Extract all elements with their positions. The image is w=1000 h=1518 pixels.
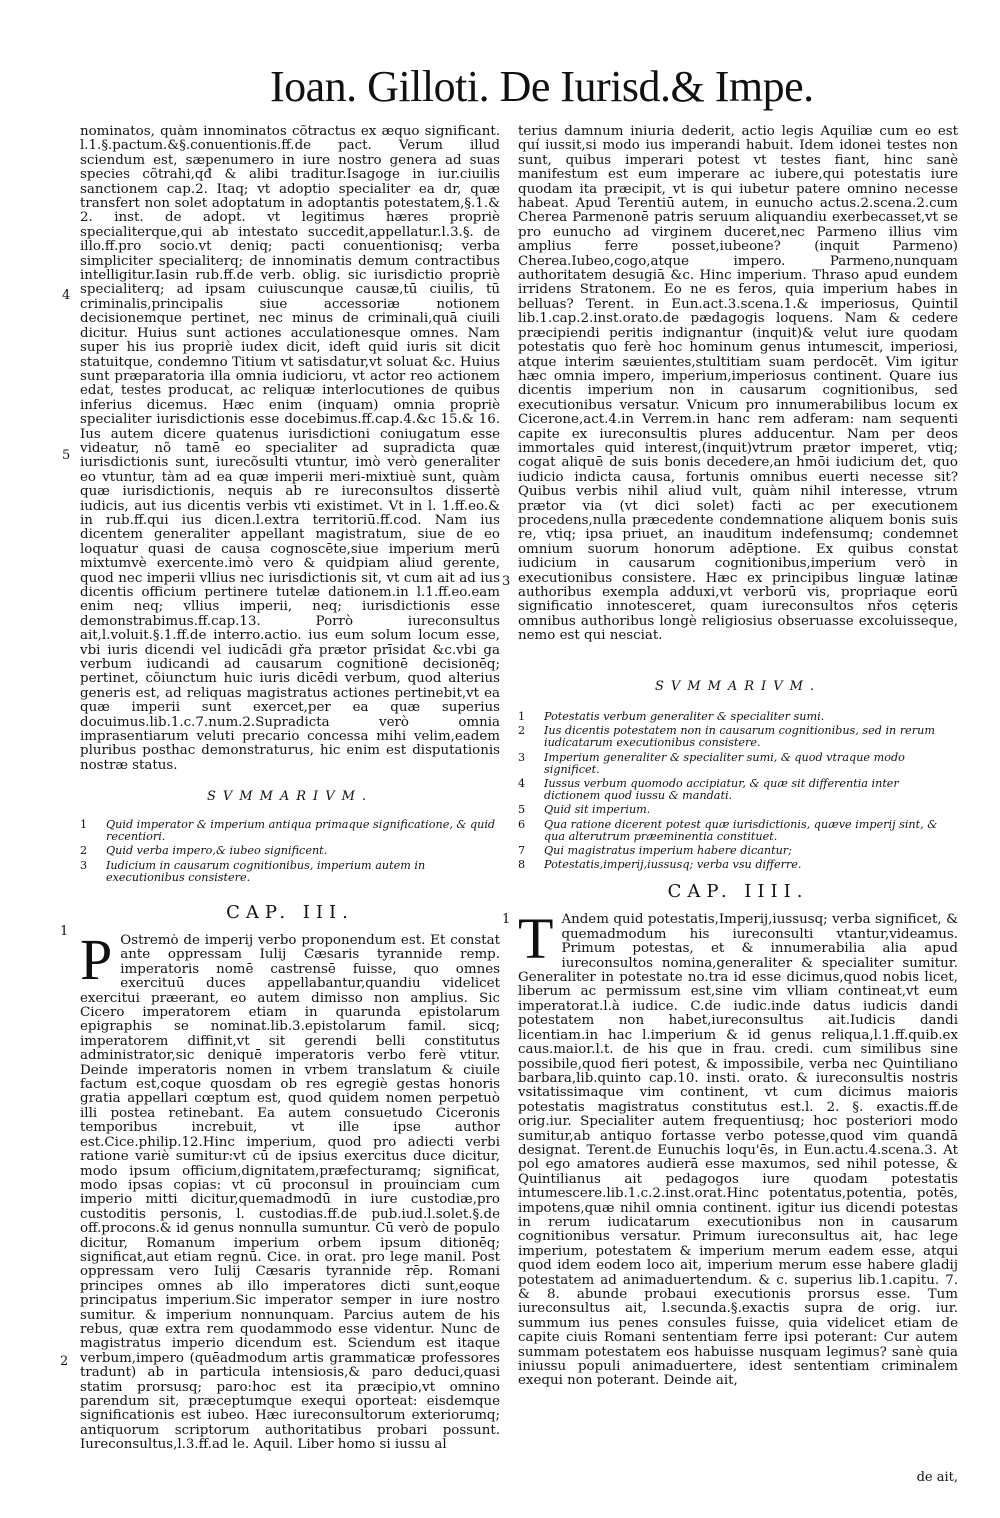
- summarium-title: SVMMARIVM.: [654, 679, 822, 694]
- drop-cap: P: [80, 934, 113, 993]
- margin-number: 1: [502, 912, 511, 927]
- summarium-title: SVMMARIVM.: [206, 789, 374, 804]
- right-body-text: [518, 125, 958, 667]
- right-summarium: [502, 677, 958, 1485]
- summarium-text: Quid verba impero,& iubeo significent.: [106, 844, 328, 858]
- summarium-number: 3: [80, 858, 88, 872]
- chapter-text-block: [80, 934, 500, 1454]
- margin-number: 3: [502, 574, 511, 589]
- summarium-item: [518, 859, 958, 871]
- summarium-item: [518, 752, 958, 776]
- summarium-text: Imperium generaliter & specialiter sumi, & quod vtraque modo significet.: [544, 750, 905, 776]
- summarium-item: [518, 804, 958, 816]
- summarium-item: [518, 711, 958, 723]
- summarium-item: [518, 778, 958, 802]
- margin-number: 2: [60, 1354, 69, 1369]
- summarium-text: Ius dicentis potestatem non in causarum cognitionibus, sed in rerum iudicatarum executionibus consistere.: [544, 724, 935, 750]
- right-paragraph: terius damnum iniuria dederit, actio legis Aquiliæ cum eo est quí iussit,si modo ius imperandi habuit. Idem idonei testes non sunt, quibus imperari potest vt testes fiant, hinc sanè manifestum est eum imperare ac iubere,qui potestatis iure quodam ita præcipit, vt is qui iubetur patere omnino necesse habeat. Apud Terentiū autem, in eunucho actus.2.scena.2.cum Cherea Parmenonē patris seruum aliquandiu exerbecasset,vt se pro eunucho ad virginem duceret,nec Parmeno illius vim amplius ferre posset,iubeone? (inquit Parmeno) Cherea.Iubeo,cogo,atque impero. Parmeno,nunquam authoritatem desugiā &c. Hinc imperium. Thraso apud eundem irridens Stratonem. Eo ne es feros, quia imperium habes in belluas? Terent. in Eun.act.3.scena.1.& imperiosus, Quintil lib.1.cap.2.inst.orato.de pædagogis loquens. Nam & cedere præcipiendi peritis indignantur (inquit)& velut iure quodam potestatis quo ferè hoc hominum genus intumescit, imperiosi, atque interim sæuientes,stultitiam suam perdocēt. Vim igitur hæc omnia impero, imperium,imperiosus continent. Quare ius dicentis imperium non in causarum cognitionibus, sed executionibus versatur. Vnicum pro innumerabilibus locum ex Cicerone,act.4.in Verrem.in hanc rem adferam: nam sequenti capite ex iureconsultis plures adducentur. Nam per deos immortales quid interest,(inquit)vtrum prætor imperet, vtiq; cogat aliquē de suis bonis decedere,an hmōi iudicium det, quo iudicio indicta causa, fortunis omnibus euerti necesse sit? Quibus verbis nihil aliud vult, quàm nihil interesse, vtrum prætor via (vt dici solet) facti ac per executionem procedens,nulla præcedente condemnatione aliquem bonis suis re, vtiq; ipsa priuet, an inauditum indefensumq; condemnet omnium suorum honorum adēptione. Ex quibus constat iudicium in causarum cognitionibus,imperium verò in executionibus consistere. Hæc ex principibus linguæ latinæ authoribus exempla adduxi,vt verborū vis, propriaque eorū significatio innotesceret, quam iureconsultos nřos cęteris omnibus authoribus longè religiosius obseruasse excoluisseque, nemo est qui nesciat.: [518, 125, 958, 644]
- summarium-number: 1: [518, 710, 526, 723]
- summarium-text: Quid imperator & imperium antiqua primaque significatione, & quid recentiori.: [106, 818, 496, 844]
- right-column: [502, 125, 958, 1485]
- summarium-item: [80, 819, 500, 843]
- summarium-number: 3: [518, 750, 526, 764]
- summarium-text: Qua ratione dicerent potest quæ iurisdictionis, quæve imperij sint, & qua alterutrum præeminentia constituet.: [544, 817, 938, 843]
- summarium-item: [518, 845, 958, 857]
- summarium-number: 4: [518, 777, 526, 791]
- summarium-item: [518, 725, 958, 749]
- left-paragraph: nominatos, quàm innominatos cõtractus ex æquo significant. l.1.§.pactum.&§.conuentionis.ff.de pact. Verum illud sciendum est, sæpenumero in iure nostro genera ad suas species cõtrahi,qđ & alibi traditur.Isagoge in iur.ciuilis sanctionem cap.2. Itaq; vt adoptio specialiter ea dr, quæ transfert non solet adoptatum in adoptantis potestatem,§.1.& 2. inst. de adopt. vt legitimus hæres propriè specialiterque,qui ab intestato succedit,appellatur.l.3.§. de illo.ff.pro socio.vt deniq; pacti conuentionisq; verba simpliciter specialiterq; de innominatis demum contractibus intelligitur.Iasin rub.ff.de verb. oblig. sic iurisdictio propriè specialiterq; ad ipsam cuiuscunque causæ,tū ciuilis, tū criminalis,principalis siue accessoriæ notionem decisionemque pertinet, nec minus de criminali,quā ciuili dicitur. Huius sunt actiones acculationesque omnes. Nam super his ius propriè iudex dicit, ideft quid iuris sit dicit statuitque, condemno Titium vt satisdatur,vt soluat &c. Huius sunt præparatoria illa omnia iudicioru, vt actor reo actionem edat, testes producat, ac reliquæ interlocutiones de quibus inferius dicemus. Hæc enim (inquam) omnia propriè specialiter iurisdictionis esse docebimus.ff.cap.4.&c 15.& 16. Ius autem dicere quatenus iurisdictioni coniugatum esse videatur, nõ tamē eo specialiter ad supradicta quæ iurisdictionis sunt, iurecõsulti vtuntur, imò verò generaliter eo vtuntur, tàm ad ea quæ imperii meri-mixtiuè sunt, quàm quæ iurisdictionis, nequis ab re iureconsultos dissertè iudicis, aut ius dicentis verbis vti existimet. Vt in l. 1.ff.eo.& in rub.ff.qui ius dicen.l.extra territoriū.ff.cod. Nam ius dicentem generaliter appellant magistratum, siue de eo loquatur quasi de causa cognoscēte,siue imperium merū mixtumvè exercente.imò vero & quidpiam aliud gerente, quod nec imperii vllius nec iurisdictionis sit, vt cum ait ad ius dicentis officium pertinere tutelæ dationem.in l.1.ff.eo.eam enim neq; vllius imperii, neq; iurisdictionis esse demonstrabimus.ff.cap.13. Porrò iureconsultus ait,l.voluit.§.1.ff.de interro.actio. ius eum solum locum esse, vbi iuris dicendi vel iudicādi gřa prætor prīsidat &c.vbi ga verbum iudicandi ad causarum cognitionē decisionēq; pertinet, cõiunctum huic iuris dicēdi verbum, quod alterius generis est, ad reliquas magistratus actiones pertinebit,vt ea quæ imperii sunt exercet,per ea quæ superius docuimus.lib.1.c.7.num.2.Supradicta verò omnia imprasentiarum veluti precario concessa mihi velim,eadem pluribus posthac demonstraturus, hic enim est disputationis nostræ status.: [80, 125, 500, 773]
- summarium-number: 7: [518, 844, 526, 858]
- summarium-text: Potestatis,imperij,iussusq; verba vsu differre.: [544, 858, 802, 872]
- summarium-number: 8: [518, 858, 526, 872]
- chapter-text-block: [518, 913, 958, 1433]
- margin-number: 5: [62, 448, 71, 463]
- left-body-text: [80, 125, 500, 775]
- chapter-text: Andem quid potestatis,Imperij,iussusq; verba significet, & quemadmodum his iureconsulti vtantur,videamus. Primum potestas, et & innumerabilia alia apud iureconsultos nomina,generaliter & specialiter sumitur. Generaliter in potestate no.tra id esse dicimus,quod nobis licet, liberum ac permissum est,sine vim vlliam contineat,vt eum imperatorat.l.à iudice. C.de iudic.inde datus iudicis dandi potestatem non habet,iureconsultus ait.Iudicis dandi licentiam.in hac l.imperium & id genus reliqua,l.1.ff.quib.ex caus.maior.l.t. de his que in frau. credi. cum similibus sine possibile,quod fieri potest, & impossibile, verba nec Quintiliano barbara,lib.quinto cap.10. insti. orato. & iureconsultis nostris vsitatissimaque vim continent, vt cum dicimus maioris potestatis magistratus constitutus est.l. 2. §. exactis.ff.de orig.iur. Specialiter autem frequentiusq; hoc posteriori modo sumitur,ab antiquo fortasse verbo potesse,quod vim quandā designat. Terent.de Eunuchis loqu'ēs, in Eun.actu.4.scena.3. At pol ego amatores audierā esse maxumos, sed nihil potesse, & Quintilianus ait pedagogos iure quodam potestatis intumescere.lib.1.c.2.inst.orat.Hinc potentatus,potentia, potēs, impotens,quæ nihil omnia continent. igitur ius dicendi potestas in rerum iudicatarum executionibus non in causarum cognitionibus versatur. Primum iureconsultus ait, hac lege imperium, potestatem & imperium merum eadem esse, atqui quod idem eodem loco ait, imperium merum esse habere gladij potestatem ad animaduertendum. & c. superius lib.1.capitu. 7. & 8. abunde probaui executionis prorsus esse. Tum iureconsultus ait, l.secunda.§.exactis supra de orig. iur. summum ius penes consules fuisse, quia videlicet etiam de capite ciuis Romani sententiam ferre ipsi poterant: Cur autem summam potestatem eos habuisse nusquam legimus? sanè quia iniussu populi animaduertere, idest sententiam criminalem exequi non poterant. Deinde ait,: [518, 913, 958, 1389]
- catchword: de ait,: [916, 1470, 958, 1485]
- summarium-text: Quid sit imperium.: [544, 803, 651, 817]
- chapter-heading: CAP. IIII.: [667, 881, 809, 903]
- summarium-text: Iudicium in causarum cognitionibus, imperium autem in executionibus consistere.: [106, 858, 426, 884]
- summarium-number: 5: [518, 803, 526, 817]
- chapter-text: Ostremò de imperij verbo proponendum est. Et constat ante oppressam Iulij Cæsaris tyrannide remp. imperatoris nomē castrensē fuisse, quo omnes exercituū duces appellabantur,quandiu videlicet exercitui præerant, eo autem dimisso non amplius. Sic Cicero imperatorem etiam in quarunda epistolarum epigraphis se nominat.lib.3.epistolarum famil. sicq; imperatorem diffinit,vt sit gerendi belli constitutus administrator,sic deniquē imperatoris verbo ferè vtitur. Deinde imperatoris nomen in vrbem translatum & ciuile factum est,coque quosdam ob res egregiè gestas honoris gratia appellari cœptum est, quod quidem nomen perpetuò illi postea retinebant. Ea autem consuetudo Ciceronis temporibus increbuit, vt ille ipse author est.Cice.philip.12.Hinc imperium, quod pro adiecti verbi ratione variè sumitur:vt cū de ipsius exercitus duce dicitur, modo ipsum officium,dignitatem,præfecturamq; significat, modo ipsas copias: vt cū proconsul in prouinciam cum imperio mitti dicitur,quemadmodū in iure custodiæ,pro custoditis personis, l. custodias.ff.de pub.iud.l.solet.§.de off.procons.& id genus nonnulla sumuntur. Cū verò de populo dicitur, Romanum imperium orbem ipsum ditionēq; significat,aut etiam regnū. Cice. in orat. pro lege manil. Post oppressam vero Iulij Cæsaris tyrannide rēp. Romani principes omnes ab illo imperatores dicti sunt,eoque principatus imperium.Sic imperator semper in iure nostro sumitur. & imperium nonnunquam. Parcius autem de his rebus, quæ extra rem quodammodo esse videntur. Nunc de magistratus imperio dicendum est. Sciendum est itaque verbum,impero (quēadmodum artis grammaticæ professores tradunt) ab in particula intensiosis,& paro deduci,quasi statim prorsusq; paro:hoc est ita præcipio,vt omnino parendum sit, præceptumque exequi oporteat: eisdemque significationis est iubeo. Hæc iureconsultorum exteriorumq; antiquorum scriptorum authoritatibus probari possunt. Iureconsultus,l.3.ff.ad le. Aquil. Liber homo si iussu al: [80, 934, 500, 1453]
- summarium-number: 1: [80, 818, 88, 831]
- summarium-number: 6: [518, 817, 526, 831]
- left-summarium: [60, 787, 500, 1454]
- left-column: [60, 125, 500, 1453]
- margin-number: 4: [62, 288, 71, 303]
- running-header: Ioan. Gilloti. De Iurisd.& Impe.: [270, 62, 814, 111]
- summarium-item: [518, 819, 958, 843]
- summarium-list: [80, 819, 500, 884]
- summarium-text: Qui magistratus imperium habere dicantur;: [544, 844, 792, 858]
- summarium-text: Potestatis verbum generaliter & specialiter sumi.: [544, 710, 825, 723]
- summarium-text: Iussus verbum quomodo accipiatur, & quæ sit differentia inter dictionem quod iussu & mandati.: [544, 777, 899, 803]
- chapter-heading: CAP. III.: [226, 902, 354, 924]
- summarium-list: [518, 711, 958, 871]
- summarium-number: 2: [80, 844, 88, 858]
- summarium-item: [80, 860, 500, 884]
- summarium-number: 2: [518, 724, 526, 738]
- margin-number: 1: [60, 924, 69, 939]
- drop-cap: T: [518, 913, 554, 972]
- summarium-item: [80, 845, 500, 857]
